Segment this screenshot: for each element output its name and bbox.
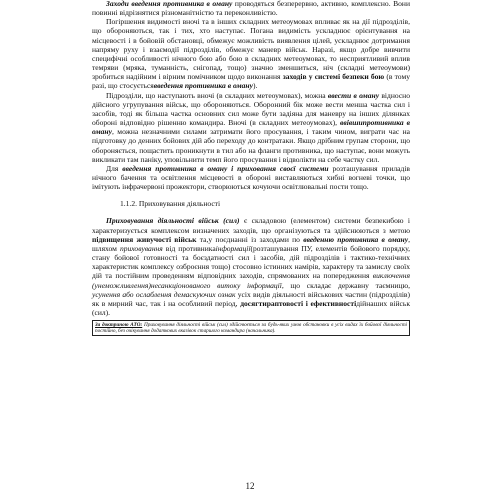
term-activity-concealment: Приховування діяльності військ (сил) — [106, 216, 240, 226]
term-deceive: ввести в оману — [327, 90, 380, 100]
doctrine-note-text: Приховування діяльності військ (сил) здійснюється за будь-яких умов обстановки в усіх видах їх бойової діяльності постійно, без очікування додаткових вказівок старшого командира (начальника). — [95, 322, 408, 335]
term-leak-prevention: виключення (унеможливлення)несанкціонованого витоку інформації — [92, 271, 410, 290]
doctrine-note-box — [92, 320, 410, 336]
paragraph-activity-concealment: Приховування діяльності військ (сил) є складовою (елементом) системи безпекибою і характеризується комплексом визначених заходів, що організуються та здійснюються з метою підвищення живучості військ та,у поєднанні із заходами по введенню противника в оману, шляхом приховування від противникаінформації(розташування ПУ, елементів бойового порядку, стану бойової готовності та боєздатності сил і засобів, дій підрозділів і тактико-технічних характеристик комплексу озброєння тощо) стосовно істинних намірів, характеру та замислу своїх дій та постійним проведенням відповідних заходів, спрямованих на попередження виключення (унеможливлення)несанкціонованого витоку інформації, що складає державну таємницю, усунення або ослаблення демаскуючих ознак усіх видів діяльності військових частин (підрозділів) як в мирний час, так і на особливий період, досягтираптовості і ефективностідійнаших військ (сил). — [92, 216, 411, 317]
paragraph-night-offensive: Підрозділи, що наступають вночі (в складних метеоумовах), можна ввести в оману відносно дійсного угрупування військ, що обороняються. Оборонний бік може вести менша частка сил і засобів, тоді як більша частка основних сил може бути задіяна для маневру на інших ділянках обороні відповідно рішенню командира. Вночі (в складних метеоумовах), ввівшипротивника в оману, можна незначними силами затримати його просування, і таким чином, виграти час на підготовку до денних бойових дій або переходу до контратаки. Якщо дрібним групам сторони, що обороняється, пощастить проникнути в тил або на фланги противника, що наступає, вони можуть викликати там паніку, уповільнити темп його просування і відволікти на себе частку сил. — [92, 90, 410, 164]
page-number: 12 — [245, 481, 255, 491]
term-enemy-deception: введенню противника в оману — [303, 234, 409, 244]
paragraph-night-vision-concealment: Для введення противника в оману і приховання своєї системи розташування приладів нічного бачення та освітлення місцевості в обороні виставляються хибні вогневі точки, що імітують інфрачервоні прожектори, створюються кочуючи освітлювальні пости тощо. — [92, 163, 410, 192]
term-unmasking-signs: усунення або ослаблення демаскуючих ознак — [92, 289, 236, 299]
term-enemy-deception: Заходи введення противника в оману — [106, 0, 233, 8]
section-heading: 1.1.2. Приховування діяльності — [120, 199, 221, 209]
paragraph-night-visibility: Погіршення видимості вночі та в інших складних метеоумовах впливає як на дії підрозділів, що обороняються, так і тих, хто наступає. Погана видимість ускладнює орієнтування на місцевості і в бойовій обстановці, обмежує можливість виявлення цілей, ускладнює дотримання напряму руху і взаємодії підрозділів, обмежує маневр військ. Наразі, якщо добре вивчити специфічні особливості нічного бою або бою в складних метеоумовах, то несприятливий вплив темряви (мряка, туманність, снігопад, тощо) значно зменшиться, ніч (складні метеоумови) зробиться надійним і вірним помічником щодо виконання заходів у системі безпеки бою (в тому разі, що стосуєтьсявведення противника в оману). — [92, 17, 410, 91]
term-surprise-effectiveness: досягтираптовості і ефективності — [240, 298, 357, 308]
term-concealment: приховування — [119, 243, 163, 253]
term-survivability: підвищення живучості військ — [92, 234, 197, 244]
term-combat-security-measures: заходів у системі безпеки бою — [282, 72, 385, 82]
document-page — [92, 0, 410, 500]
term-information: інформації — [215, 243, 251, 253]
term-enemy-deception: введення противника в оману — [153, 81, 253, 91]
term-having-deceived-enemy: ввівшипротивника в оману — [92, 118, 410, 137]
term-deception-and-concealment: введення противника в оману і приховання своєї системи — [122, 163, 329, 173]
doctrine-note-label: За доктриною АТО: — [95, 322, 143, 329]
paragraph-enemy-deception-intro: Заходи введення противника в оману проводяться безперервно, активно, комплексно. Вони повинні відрізнятися різноманітністю та переконливістю. — [92, 0, 410, 18]
